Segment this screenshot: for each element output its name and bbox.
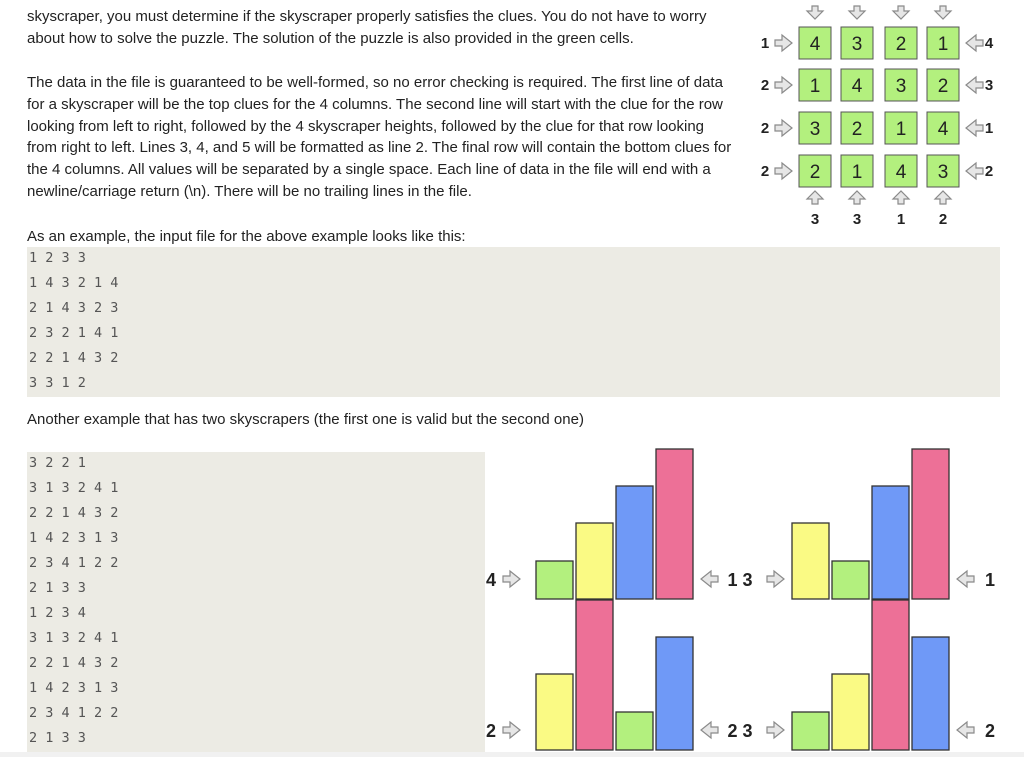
code-line: 2 2 1 4 3 2 [29, 350, 119, 366]
text-line: the 4 columns. All values will be separated by a single space. Each line of data in the file will end with a [27, 161, 711, 179]
another-intro-text: Another example that has two skyscrapers (the first one is valid but the second one) [27, 411, 584, 428]
building-bar [576, 523, 613, 599]
cell-value: 4 [809, 34, 821, 55]
bottom-clue: 2 [938, 211, 948, 228]
right-clue: 3 [984, 77, 994, 94]
cell-value: 3 [851, 34, 863, 55]
cell-value: 4 [851, 76, 863, 97]
example-intro-text: As an example, the input file for the above example looks like this: [27, 228, 466, 245]
top-clue-arrow [935, 6, 951, 19]
left-clue-arrow [775, 120, 792, 136]
cell-value: 1 [851, 162, 863, 183]
building-bar [872, 600, 909, 750]
code-line: 1 4 2 3 1 3 [29, 530, 119, 546]
cell-value: 1 [937, 34, 949, 55]
right-clue: 2 [984, 163, 994, 180]
cell-value: 2 [937, 76, 949, 97]
cell-value: 3 [937, 162, 949, 183]
bar-right-clue: 1 [984, 570, 996, 590]
intro-paragraph [27, 6, 762, 50]
building-bar [832, 674, 869, 750]
example-intro [27, 226, 762, 248]
text-line: about how to solve the puzzle. The solution of the puzzle is also provided in the green cells. [27, 29, 634, 47]
bar-mid-right-arrow [767, 722, 784, 738]
right-clue-arrow [966, 120, 983, 136]
building-bar [832, 561, 869, 599]
top-clue-arrow [807, 6, 823, 19]
left-clue-arrow [775, 35, 792, 51]
code-line: 2 2 1 4 3 2 [29, 655, 119, 671]
text-line: The data in the file is guaranteed to be well-formed, so no error checking is required. The first line of data [27, 74, 723, 91]
bar-right-arrow [957, 571, 974, 587]
cell-value: 2 [895, 34, 907, 55]
left-clue-arrow [775, 163, 792, 179]
cell-value: 4 [937, 119, 949, 140]
bar-mid-right-arrow [767, 571, 784, 587]
building-bar [792, 523, 829, 599]
left-clue: 2 [760, 77, 770, 94]
building-bar [616, 486, 653, 599]
building-bar [536, 674, 573, 750]
another-intro [27, 409, 762, 431]
text-line: skyscraper, you must determine if the skyscraper properly satisfies the clues. You do not have to worry [27, 8, 707, 25]
right-clue-arrow [966, 35, 983, 51]
building-bar [576, 600, 613, 750]
right-clue: 1 [984, 120, 994, 137]
code-line: 2 1 3 3 [29, 580, 86, 596]
building-bar [656, 449, 693, 599]
bar-left-arrow [503, 571, 520, 587]
code-line: 1 2 3 3 [29, 250, 86, 266]
bar-left-arrow [503, 722, 520, 738]
bar-right-arrow [957, 722, 974, 738]
code-line: 3 2 2 1 [29, 455, 86, 471]
top-clue-arrow [893, 6, 909, 19]
bar-left-clue: 4 [485, 570, 497, 590]
cell-value: 2 [809, 162, 821, 183]
code-line: 2 3 2 1 4 1 [29, 325, 119, 341]
bottom-clue: 1 [896, 211, 906, 228]
bottom-clue-arrow [893, 191, 909, 204]
code-line: 2 2 1 4 3 2 [29, 505, 119, 521]
building-bar [872, 486, 909, 599]
cell-value: 3 [809, 119, 821, 140]
skyscraper-puzzle-grid [755, 0, 1024, 230]
left-clue: 2 [760, 120, 770, 137]
cell-value: 1 [895, 119, 907, 140]
code-line: 3 1 3 2 4 1 [29, 480, 119, 496]
bar-mid-clues: 1 3 [727, 570, 753, 590]
bar-left-clue: 2 [485, 721, 497, 741]
cell-value: 3 [895, 76, 907, 97]
code-line: 2 3 4 1 2 2 [29, 705, 119, 721]
code-line: 1 2 3 4 [29, 605, 86, 621]
text-line: for a skyscraper will be the top clues for the 4 columns. The second line will start with the clue for the row [27, 95, 723, 113]
skyscraper-bar-diagram [480, 445, 1024, 757]
code-line: 1 4 3 2 1 4 [29, 275, 119, 291]
text-line: looking from left to right, followed by the 4 skyscraper heights, followed by the clue for that row looking [27, 117, 705, 135]
building-bar [912, 449, 949, 599]
code-line: 3 1 3 2 4 1 [29, 630, 119, 646]
code-line: 2 1 3 3 [29, 730, 86, 746]
code-line: 2 3 4 1 2 2 [29, 555, 119, 571]
left-clue: 1 [760, 35, 770, 52]
building-bar [792, 712, 829, 750]
bottom-scroll-edge [0, 752, 1024, 757]
building-bar [616, 712, 653, 750]
example1-code-block [27, 247, 1000, 397]
building-bar [912, 637, 949, 750]
right-clue: 4 [984, 35, 994, 52]
building-bar [536, 561, 573, 599]
code-line: 2 1 4 3 2 3 [29, 300, 119, 316]
bottom-clue-arrow [807, 191, 823, 204]
cell-value: 2 [851, 119, 863, 140]
cell-value: 4 [895, 162, 907, 183]
bottom-clue: 3 [810, 211, 820, 228]
bottom-clue-arrow [849, 191, 865, 204]
bar-mid-left-arrow [701, 722, 718, 738]
bar-mid-clues: 2 3 [727, 721, 753, 741]
left-clue-arrow [775, 77, 792, 93]
text-line: newline/carriage return (\n). There will be no trailing lines in the file. [27, 182, 472, 200]
right-clue-arrow [966, 163, 983, 179]
text-line: from right to left. Lines 3, 4, and 5 will be formatted as line 2. The final row will contain the bottom clues for [27, 139, 732, 157]
bottom-clue-arrow [935, 191, 951, 204]
format-paragraph [27, 72, 762, 203]
building-bar [656, 637, 693, 750]
bar-mid-left-arrow [701, 571, 718, 587]
left-clue: 2 [760, 163, 770, 180]
example2-code-block [27, 452, 485, 752]
right-clue-arrow [966, 77, 983, 93]
top-clue-arrow [849, 6, 865, 19]
code-line: 3 3 1 2 [29, 375, 86, 391]
code-line: 1 4 2 3 1 3 [29, 680, 119, 696]
cell-value: 1 [809, 76, 821, 97]
bar-right-clue: 2 [984, 721, 996, 741]
bottom-clue: 3 [852, 211, 862, 228]
